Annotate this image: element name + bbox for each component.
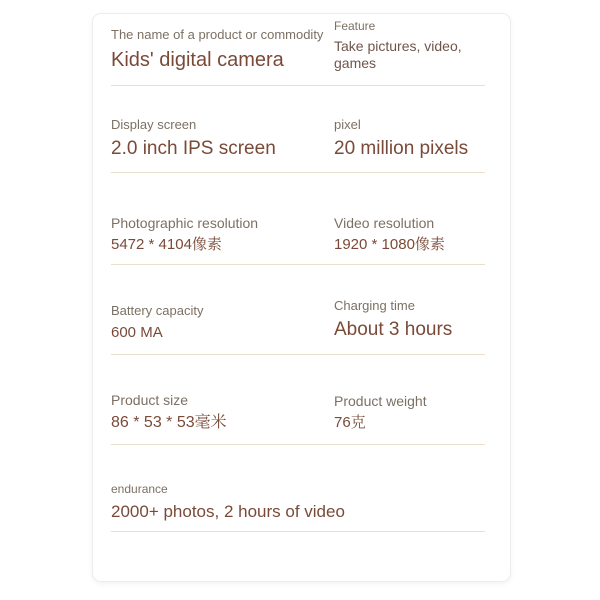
spec-row-product-name <box>93 14 510 85</box>
spec-value: 1920 * 1080像素 <box>334 236 445 253</box>
spec-label: Display screen <box>111 117 197 133</box>
spec-value: About 3 hours <box>334 319 453 341</box>
spec-label: Video resolution <box>334 214 435 231</box>
spec-cell-pixel <box>334 118 486 161</box>
spec-cell-feature <box>334 20 486 72</box>
spec-row-size-weight <box>93 355 510 444</box>
spec-cell-photo-resolution <box>111 215 334 254</box>
spec-value: 2000+ photos, 2 hours of video <box>111 501 345 521</box>
spec-cell-video-resolution <box>334 215 486 254</box>
spec-value: 76克 <box>334 414 366 431</box>
spec-label: endurance <box>111 481 168 496</box>
spec-label: The name of a product or commodity <box>111 27 324 43</box>
product-spec-card <box>92 13 511 582</box>
spec-row-endurance <box>93 445 510 531</box>
spec-cell-product-size <box>111 392 334 432</box>
spec-value: Kids' digital camera <box>111 49 284 71</box>
spec-cell-display-screen <box>111 118 334 161</box>
spec-label: Photographic resolution <box>111 214 259 231</box>
spec-label: Charging time <box>334 298 415 314</box>
spec-value: 5472 * 4104像素 <box>111 236 222 253</box>
spec-cell-endurance <box>111 483 486 522</box>
spec-cell-product-weight <box>334 393 486 432</box>
spec-row-display <box>93 86 510 172</box>
spec-label: Feature <box>334 18 376 33</box>
spec-cell-charging-time <box>334 299 486 342</box>
spec-cell-product-name <box>111 28 334 72</box>
spec-label: Battery capacity <box>111 303 204 319</box>
spec-value: 600 MA <box>111 324 163 341</box>
spec-value: 20 million pixels <box>334 138 469 160</box>
spec-label: Product size <box>111 391 189 408</box>
spec-value: Take pictures, video, games <box>334 38 462 72</box>
spec-value: 86 * 53 * 53毫米 <box>111 413 227 431</box>
spec-value: 2.0 inch IPS screen <box>111 138 276 160</box>
spec-label: Product weight <box>334 392 427 409</box>
spec-cell-battery-capacity <box>111 304 334 342</box>
spec-row-battery <box>93 265 510 354</box>
row-divider <box>111 531 485 532</box>
spec-row-resolution <box>93 173 510 264</box>
spec-label: pixel <box>334 117 361 133</box>
